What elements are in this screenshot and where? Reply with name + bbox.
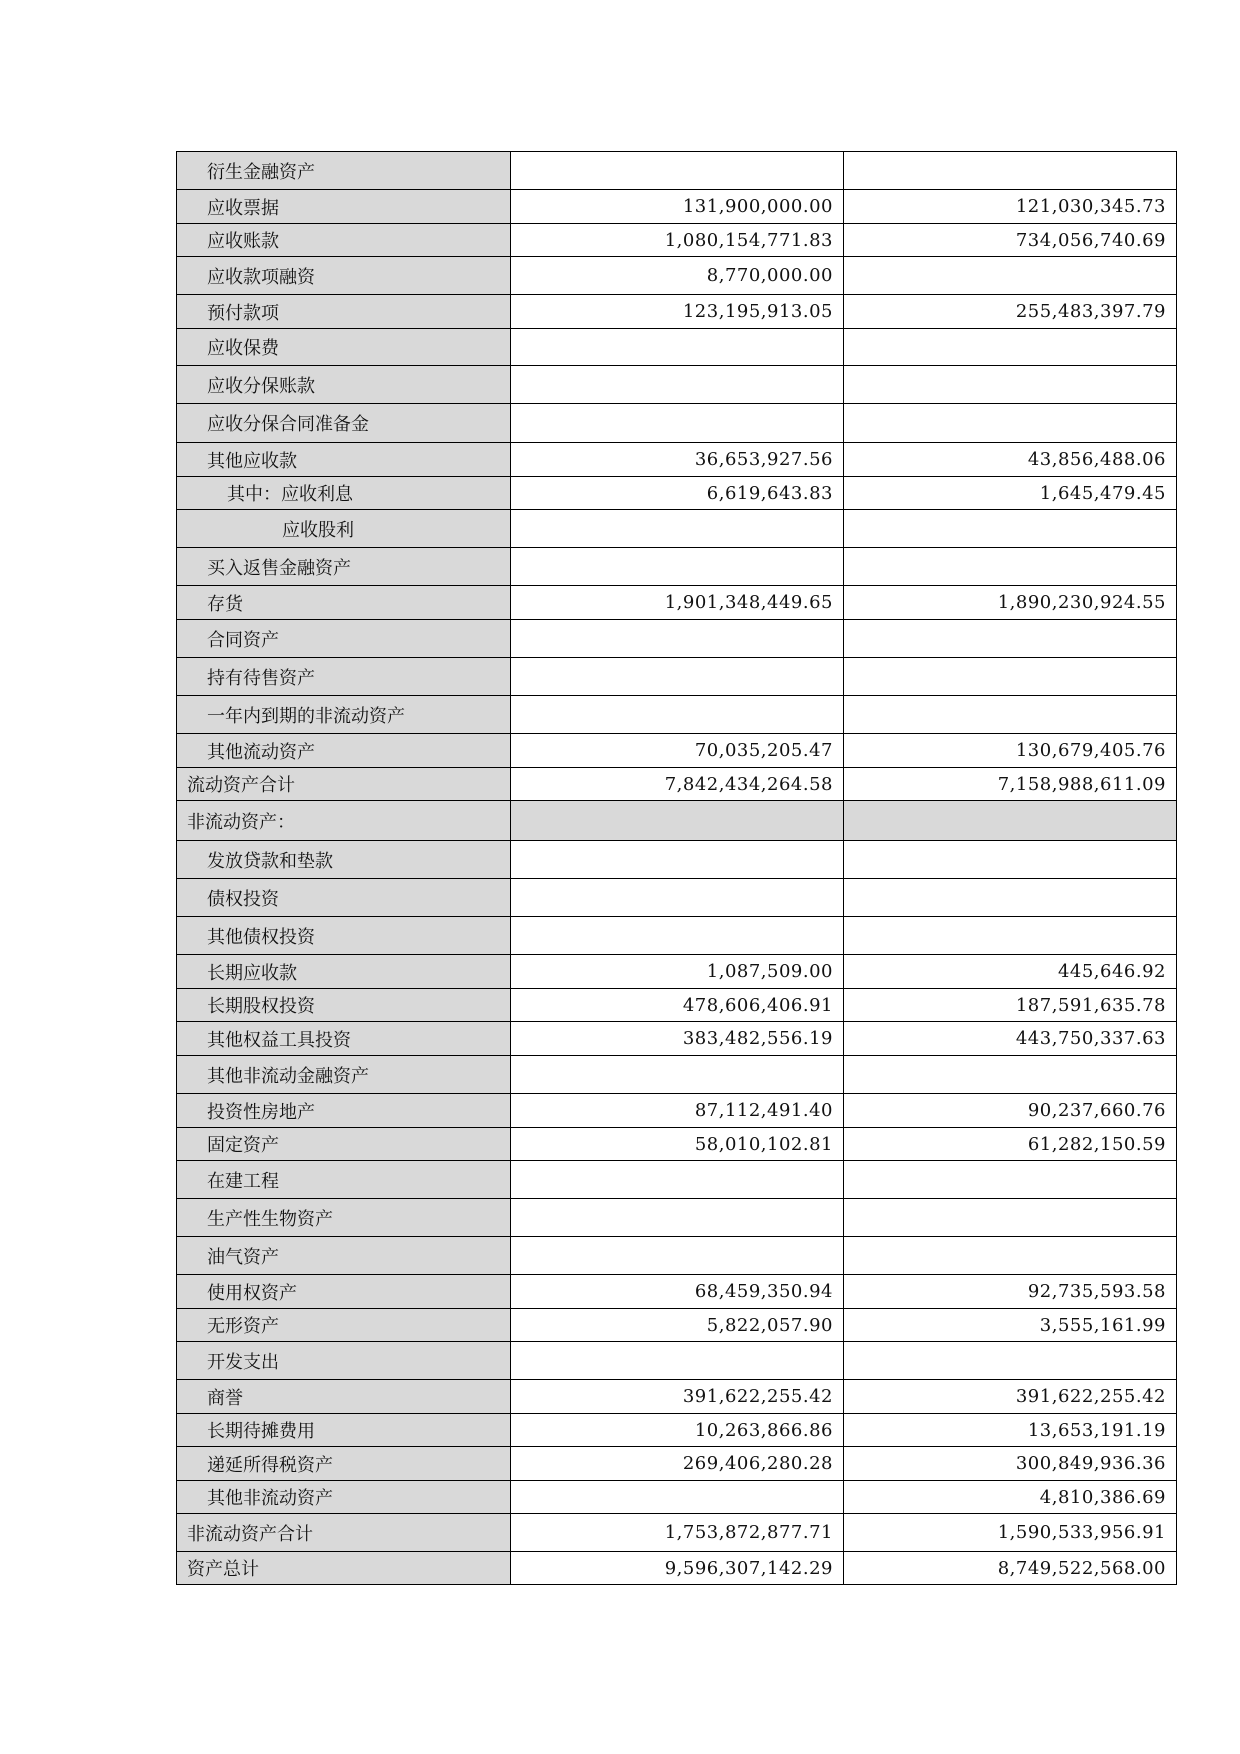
table-row: [177, 1199, 1177, 1237]
table-row: [177, 1342, 1177, 1380]
assets-table: [176, 151, 1177, 1585]
current-period-value: 6,619,643.83: [511, 477, 844, 510]
prior-period-value: [844, 1237, 1177, 1275]
current-period-value: [511, 1199, 844, 1237]
current-period-value: 1,087,509.00: [511, 955, 844, 989]
prior-period-value: 1,590,533,956.91: [844, 1514, 1177, 1552]
current-period-value: [511, 548, 844, 586]
table-row: [177, 734, 1177, 768]
current-period-value: 131,900,000.00: [511, 190, 844, 224]
prior-period-value: 121,030,345.73: [844, 190, 1177, 224]
row-label: 其他应收款: [177, 443, 511, 477]
prior-period-value: [844, 1199, 1177, 1237]
prior-period-value: 300,849,936.36: [844, 1447, 1177, 1481]
row-label: 其他权益工具投资: [177, 1022, 511, 1056]
table-row: [177, 1094, 1177, 1128]
table-row: [177, 404, 1177, 443]
row-label: 应收保费: [177, 329, 511, 366]
row-label: 非流动资产：: [177, 801, 511, 841]
prior-period-value: 187,591,635.78: [844, 989, 1177, 1022]
table-row: [177, 841, 1177, 879]
row-label: 使用权资产: [177, 1275, 511, 1309]
row-label: 生产性生物资产: [177, 1199, 511, 1237]
row-label: 合同资产: [177, 620, 511, 658]
row-label: 长期应收款: [177, 955, 511, 989]
row-label: 长期股权投资: [177, 989, 511, 1022]
prior-period-value: 3,555,161.99: [844, 1309, 1177, 1342]
prior-period-value: [844, 620, 1177, 658]
row-label: 买入返售金融资产: [177, 548, 511, 586]
current-period-value: [511, 510, 844, 548]
row-label: 资产总计: [177, 1552, 511, 1585]
row-label: 债权投资: [177, 879, 511, 917]
table-row: [177, 510, 1177, 548]
table-row: [177, 190, 1177, 224]
current-period-value: 8,770,000.00: [511, 257, 844, 295]
prior-period-value: [844, 879, 1177, 917]
prior-period-value: [844, 1056, 1177, 1094]
table-row: [177, 548, 1177, 586]
prior-period-value: 7,158,988,611.09: [844, 768, 1177, 801]
prior-period-value: [844, 801, 1177, 841]
prior-period-value: [844, 510, 1177, 548]
current-period-value: 1,901,348,449.65: [511, 586, 844, 620]
table-row: [177, 1022, 1177, 1056]
prior-period-value: 1,890,230,924.55: [844, 586, 1177, 620]
prior-period-value: 90,237,660.76: [844, 1094, 1177, 1128]
row-label: 无形资产: [177, 1309, 511, 1342]
row-label: 油气资产: [177, 1237, 511, 1275]
current-period-value: [511, 1481, 844, 1514]
current-period-value: [511, 152, 844, 190]
prior-period-value: [844, 257, 1177, 295]
prior-period-value: [844, 404, 1177, 443]
table-row: [177, 1414, 1177, 1447]
table-row: [177, 879, 1177, 917]
table-row: [177, 1380, 1177, 1414]
table-row: [177, 152, 1177, 190]
balance-sheet-assets: [176, 151, 1176, 1585]
prior-period-value: [844, 1342, 1177, 1380]
table-row: [177, 955, 1177, 989]
current-period-value: 123,195,913.05: [511, 295, 844, 329]
current-period-value: [511, 366, 844, 404]
current-period-value: 383,482,556.19: [511, 1022, 844, 1056]
current-period-value: 478,606,406.91: [511, 989, 844, 1022]
prior-period-value: 391,622,255.42: [844, 1380, 1177, 1414]
table-row: [177, 1056, 1177, 1094]
current-period-value: [511, 1161, 844, 1199]
table-row: [177, 1237, 1177, 1275]
row-label: 应收票据: [177, 190, 511, 224]
table-row: [177, 329, 1177, 366]
table-row: [177, 1128, 1177, 1161]
row-label: 发放贷款和垫款: [177, 841, 511, 879]
row-label: 投资性房地产: [177, 1094, 511, 1128]
current-period-value: [511, 329, 844, 366]
prior-period-value: 255,483,397.79: [844, 295, 1177, 329]
current-period-value: 9,596,307,142.29: [511, 1552, 844, 1585]
current-period-value: 70,035,205.47: [511, 734, 844, 768]
current-period-value: [511, 1237, 844, 1275]
prior-period-value: 13,653,191.19: [844, 1414, 1177, 1447]
prior-period-value: 130,679,405.76: [844, 734, 1177, 768]
row-label: 存货: [177, 586, 511, 620]
row-label: 在建工程: [177, 1161, 511, 1199]
prior-period-value: 443,750,337.63: [844, 1022, 1177, 1056]
table-row: [177, 224, 1177, 257]
prior-period-value: [844, 696, 1177, 734]
current-period-value: 269,406,280.28: [511, 1447, 844, 1481]
current-period-value: 7,842,434,264.58: [511, 768, 844, 801]
current-period-value: 87,112,491.40: [511, 1094, 844, 1128]
prior-period-value: 4,810,386.69: [844, 1481, 1177, 1514]
current-period-value: [511, 879, 844, 917]
table-row: [177, 257, 1177, 295]
row-label: 非流动资产合计: [177, 1514, 511, 1552]
row-label: 商誉: [177, 1380, 511, 1414]
prior-period-value: 43,856,488.06: [844, 443, 1177, 477]
table-row: [177, 586, 1177, 620]
prior-period-value: 61,282,150.59: [844, 1128, 1177, 1161]
row-label: 流动资产合计: [177, 768, 511, 801]
current-period-value: 391,622,255.42: [511, 1380, 844, 1414]
table-row: [177, 443, 1177, 477]
table-row: [177, 768, 1177, 801]
current-period-value: 58,010,102.81: [511, 1128, 844, 1161]
table-row: [177, 801, 1177, 841]
current-period-value: [511, 841, 844, 879]
prior-period-value: 734,056,740.69: [844, 224, 1177, 257]
current-period-value: 10,263,866.86: [511, 1414, 844, 1447]
current-period-value: 5,822,057.90: [511, 1309, 844, 1342]
table-row: [177, 1309, 1177, 1342]
current-period-value: [511, 1342, 844, 1380]
row-label: 一年内到期的非流动资产: [177, 696, 511, 734]
current-period-value: [511, 658, 844, 696]
table-row: [177, 1481, 1177, 1514]
current-period-value: [511, 696, 844, 734]
row-label: 应收分保账款: [177, 366, 511, 404]
table-row: [177, 1514, 1177, 1552]
prior-period-value: [844, 1161, 1177, 1199]
table-row: [177, 477, 1177, 510]
row-label: 其中：应收利息: [177, 477, 511, 510]
prior-period-value: [844, 841, 1177, 879]
prior-period-value: [844, 548, 1177, 586]
table-row: [177, 295, 1177, 329]
row-label: 开发支出: [177, 1342, 511, 1380]
current-period-value: 36,653,927.56: [511, 443, 844, 477]
table-row: [177, 917, 1177, 955]
prior-period-value: [844, 152, 1177, 190]
row-label: 衍生金融资产: [177, 152, 511, 190]
row-label: 其他债权投资: [177, 917, 511, 955]
current-period-value: [511, 404, 844, 443]
table-row: [177, 620, 1177, 658]
table-row: [177, 1275, 1177, 1309]
row-label: 应收分保合同准备金: [177, 404, 511, 443]
row-label: 其他非流动资产: [177, 1481, 511, 1514]
row-label: 持有待售资产: [177, 658, 511, 696]
prior-period-value: [844, 658, 1177, 696]
row-label: 其他非流动金融资产: [177, 1056, 511, 1094]
prior-period-value: 92,735,593.58: [844, 1275, 1177, 1309]
row-label: 应收账款: [177, 224, 511, 257]
table-row: [177, 658, 1177, 696]
row-label: 递延所得税资产: [177, 1447, 511, 1481]
row-label: 应收股利: [177, 510, 511, 548]
prior-period-value: [844, 366, 1177, 404]
row-label: 固定资产: [177, 1128, 511, 1161]
row-label: 其他流动资产: [177, 734, 511, 768]
table-row: [177, 1552, 1177, 1585]
prior-period-value: 8,749,522,568.00: [844, 1552, 1177, 1585]
prior-period-value: 445,646.92: [844, 955, 1177, 989]
prior-period-value: [844, 917, 1177, 955]
current-period-value: [511, 801, 844, 841]
current-period-value: 1,753,872,877.71: [511, 1514, 844, 1552]
table-row: [177, 696, 1177, 734]
table-row: [177, 366, 1177, 404]
current-period-value: [511, 917, 844, 955]
table-row: [177, 989, 1177, 1022]
current-period-value: [511, 1056, 844, 1094]
current-period-value: 1,080,154,771.83: [511, 224, 844, 257]
row-label: 预付款项: [177, 295, 511, 329]
current-period-value: 68,459,350.94: [511, 1275, 844, 1309]
table-row: [177, 1161, 1177, 1199]
current-period-value: [511, 620, 844, 658]
row-label: 应收款项融资: [177, 257, 511, 295]
row-label: 长期待摊费用: [177, 1414, 511, 1447]
prior-period-value: [844, 329, 1177, 366]
prior-period-value: 1,645,479.45: [844, 477, 1177, 510]
table-row: [177, 1447, 1177, 1481]
